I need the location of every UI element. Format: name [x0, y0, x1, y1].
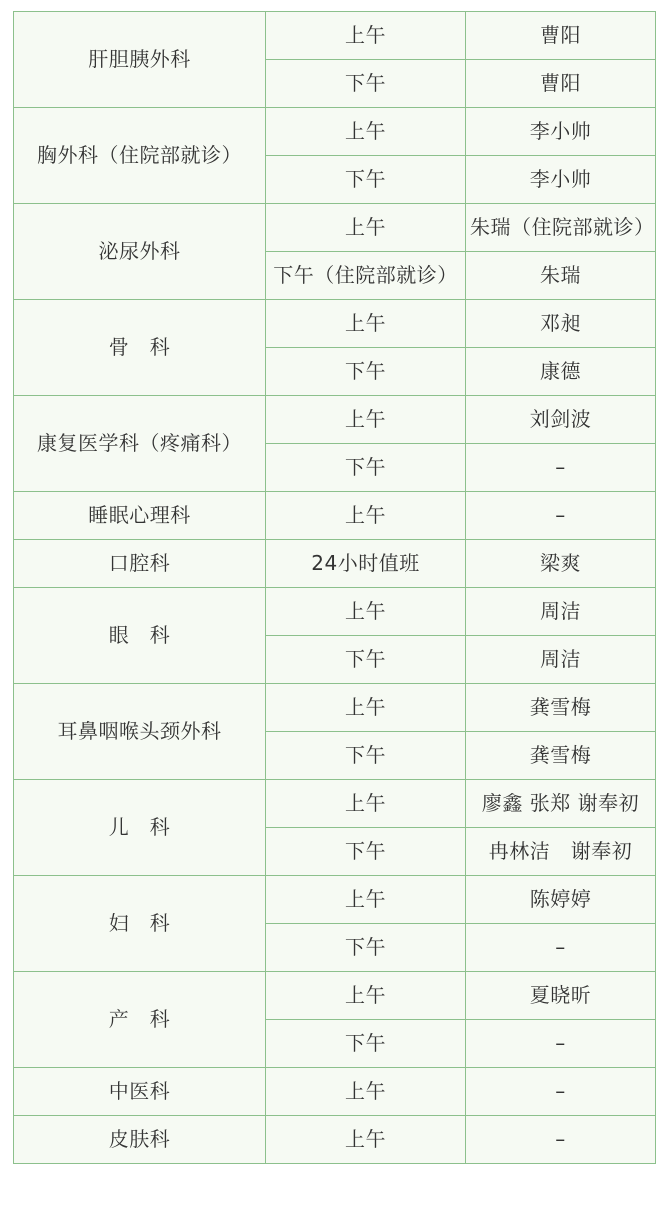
- doctor-cell: –: [466, 1068, 656, 1116]
- schedule-table: [13, 11, 656, 1164]
- period-cell: 下午（住院部就诊）: [266, 252, 466, 300]
- table-row: [14, 12, 656, 60]
- table-row: [14, 108, 656, 156]
- doctor-cell: 李小帅: [466, 156, 656, 204]
- doctor-cell: –: [466, 444, 656, 492]
- table-row: [14, 684, 656, 732]
- table-row: [14, 540, 656, 588]
- period-cell: 下午: [266, 156, 466, 204]
- doctor-cell: 陈婷婷: [466, 876, 656, 924]
- period-cell: 上午: [266, 396, 466, 444]
- doctor-cell: 刘剑波: [466, 396, 656, 444]
- table-row: [14, 1116, 656, 1164]
- period-cell: 下午: [266, 828, 466, 876]
- period-cell: 上午: [266, 1116, 466, 1164]
- doctor-cell: 夏晓昕: [466, 972, 656, 1020]
- department-name-cell: 康复医学科（疼痛科）: [14, 396, 266, 492]
- doctor-cell: 曹阳: [466, 12, 656, 60]
- doctor-cell: 梁爽: [466, 540, 656, 588]
- table-row: [14, 972, 656, 1020]
- department-name-cell: 产 科: [14, 972, 266, 1068]
- department-name-cell: 胸外科（住院部就诊）: [14, 108, 266, 204]
- department-name-cell: 中医科: [14, 1068, 266, 1116]
- period-cell: 上午: [266, 876, 466, 924]
- schedule-body: [14, 12, 656, 1164]
- period-cell: 上午: [266, 972, 466, 1020]
- table-row: [14, 876, 656, 924]
- period-cell: 上午: [266, 108, 466, 156]
- doctor-cell: 朱瑞（住院部就诊）: [466, 204, 656, 252]
- doctor-cell: –: [466, 1116, 656, 1164]
- doctor-cell: 曹阳: [466, 60, 656, 108]
- period-cell: 下午: [266, 444, 466, 492]
- doctor-cell: 龚雪梅: [466, 684, 656, 732]
- period-cell: 上午: [266, 492, 466, 540]
- table-row: [14, 1068, 656, 1116]
- doctor-cell: 周洁: [466, 588, 656, 636]
- doctor-cell: 李小帅: [466, 108, 656, 156]
- doctor-cell: 康德: [466, 348, 656, 396]
- table-row: [14, 396, 656, 444]
- period-cell: 下午: [266, 60, 466, 108]
- department-name-cell: 儿 科: [14, 780, 266, 876]
- doctor-cell: 冉林洁 谢奉初: [466, 828, 656, 876]
- department-name-cell: 眼 科: [14, 588, 266, 684]
- department-name-cell: 耳鼻咽喉头颈外科: [14, 684, 266, 780]
- period-cell: 上午: [266, 588, 466, 636]
- doctor-cell: 廖鑫 张郑 谢奉初: [466, 780, 656, 828]
- period-cell: 上午: [266, 1068, 466, 1116]
- doctor-cell: –: [466, 1020, 656, 1068]
- doctor-cell: 龚雪梅: [466, 732, 656, 780]
- table-row: [14, 780, 656, 828]
- period-cell: 上午: [266, 204, 466, 252]
- doctor-cell: –: [466, 492, 656, 540]
- period-cell: 24小时值班: [266, 540, 466, 588]
- period-cell: 上午: [266, 12, 466, 60]
- department-name-cell: 睡眠心理科: [14, 492, 266, 540]
- department-name-cell: 妇 科: [14, 876, 266, 972]
- period-cell: 上午: [266, 684, 466, 732]
- department-name-cell: 泌尿外科: [14, 204, 266, 300]
- doctor-cell: 周洁: [466, 636, 656, 684]
- period-cell: 上午: [266, 300, 466, 348]
- period-cell: 下午: [266, 1020, 466, 1068]
- department-name-cell: 骨 科: [14, 300, 266, 396]
- period-cell: 下午: [266, 924, 466, 972]
- table-row: [14, 492, 656, 540]
- department-name-cell: 皮肤科: [14, 1116, 266, 1164]
- table-row: [14, 204, 656, 252]
- period-cell: 下午: [266, 636, 466, 684]
- table-row: [14, 588, 656, 636]
- period-cell: 上午: [266, 780, 466, 828]
- department-name-cell: 肝胆胰外科: [14, 12, 266, 108]
- period-cell: 下午: [266, 732, 466, 780]
- doctor-cell: –: [466, 924, 656, 972]
- period-cell: 下午: [266, 348, 466, 396]
- table-row: [14, 300, 656, 348]
- department-name-cell: 口腔科: [14, 540, 266, 588]
- doctor-cell: 邓昶: [466, 300, 656, 348]
- doctor-cell: 朱瑞: [466, 252, 656, 300]
